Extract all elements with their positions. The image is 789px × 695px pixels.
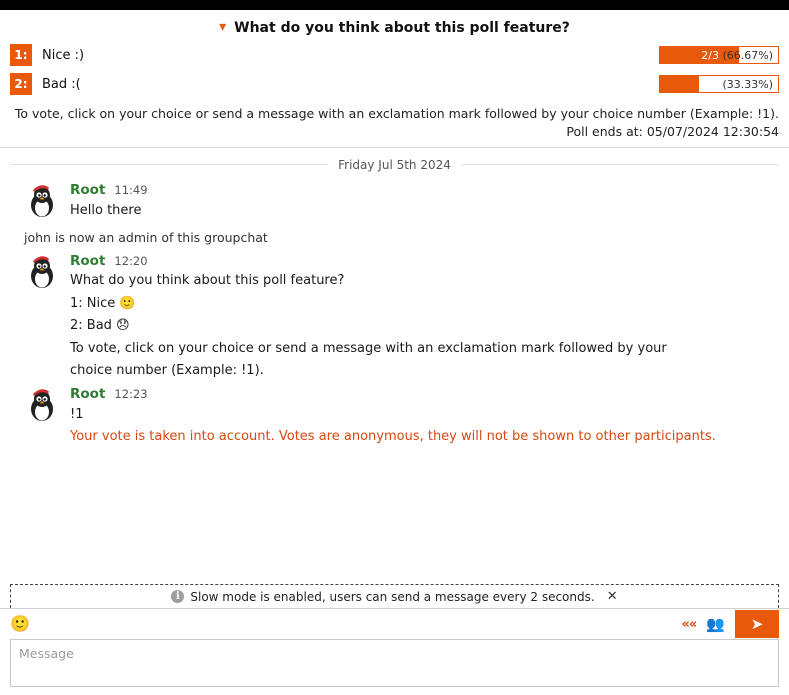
- date-separator-label: Friday Jul 5th 2024: [328, 158, 461, 172]
- date-separator: [0, 148, 789, 180]
- message-input-placeholder: Message: [19, 646, 74, 661]
- message-item: [0, 251, 789, 384]
- poll-option-percent: (66.67%): [722, 48, 773, 62]
- poll-option-1[interactable]: [10, 44, 779, 66]
- slow-mode-banner: [10, 584, 779, 608]
- message-time: 11:49: [114, 183, 148, 197]
- poll-title: What do you think about this poll feature?: [234, 20, 570, 36]
- chevron-down-icon[interactable]: ▾: [219, 19, 227, 35]
- poll-option-fraction: 2/3: [701, 48, 719, 62]
- message-list[interactable]: [0, 148, 789, 584]
- poll-option-bar-fill: [660, 76, 699, 92]
- poll-option-label: Bad :(: [42, 76, 81, 92]
- penguin-avatar-icon: [24, 253, 60, 289]
- poll-banner: [0, 10, 789, 148]
- message-time: 12:23: [114, 387, 148, 402]
- message-item: [0, 180, 789, 224]
- message-body: [70, 182, 775, 222]
- penguin-avatar-icon: [24, 386, 60, 422]
- participants-icon[interactable]: 👥: [706, 614, 725, 633]
- poll-option-label: Nice :): [42, 47, 85, 63]
- message-author[interactable]: Root: [70, 252, 106, 269]
- penguin-avatar-icon: [24, 182, 60, 218]
- poll-option-bar: [659, 46, 779, 64]
- slow-mode-text: Slow mode is enabled, users can send a message every 2 seconds.: [190, 589, 595, 604]
- vote-confirmation-notice: Your vote is taken into account. Votes are anonymous, they will not be shown to other participants.: [70, 429, 716, 445]
- top-bar: [0, 0, 789, 10]
- composer-toolbar: [10, 609, 779, 639]
- message-time: 12:20: [114, 253, 148, 268]
- poll-option-bar: [659, 75, 779, 93]
- poll-option-number: 2:: [10, 73, 32, 95]
- send-button[interactable]: ➤: [735, 610, 779, 638]
- emoji-picker-icon[interactable]: 🙂: [10, 614, 30, 633]
- collapse-icon[interactable]: ««: [681, 616, 697, 632]
- poll-option-2[interactable]: [10, 73, 779, 95]
- poll-instructions: To vote, click on your choice or send a message with an exclamation mark followed by your choice number (Example: !1).: [14, 106, 779, 121]
- message-author[interactable]: Root: [70, 386, 106, 403]
- message-text: What do you think about this poll feature?: [70, 273, 345, 289]
- message-body: [70, 253, 775, 382]
- message-header: [70, 253, 775, 271]
- poll-header[interactable]: [10, 16, 779, 44]
- message-text: To vote, click on your choice or send a message with an exclamation mark followed by your choice number (Example: !1).: [70, 340, 667, 378]
- composer-right-tools: [682, 610, 779, 638]
- system-message: john is now an admin of this groupchat: [24, 229, 268, 245]
- info-icon: i: [171, 590, 184, 603]
- poll-option-number: 1:: [10, 44, 32, 66]
- composer-left-tools: [10, 616, 30, 632]
- message-composer: [0, 608, 789, 695]
- close-icon[interactable]: ✕: [606, 589, 618, 604]
- message-header: [70, 386, 775, 404]
- poll-option-result: [701, 78, 778, 91]
- message-text: Hello there: [70, 202, 142, 218]
- message-text: !1: [70, 406, 84, 422]
- message-author[interactable]: Root: [70, 182, 106, 198]
- message-item: [0, 384, 789, 450]
- poll-option-percent: (33.33%): [722, 77, 773, 91]
- poll-option-fraction: 1/3: [701, 77, 719, 91]
- poll-end-time: Poll ends at: 05/07/2024 12:30:54: [566, 124, 779, 139]
- message-input[interactable]: [10, 639, 779, 687]
- avatar[interactable]: [24, 386, 60, 422]
- avatar[interactable]: [24, 253, 60, 289]
- poll-option-result: [701, 49, 778, 62]
- message-text: 2: Bad 😞: [70, 318, 130, 334]
- message-body: [70, 386, 775, 448]
- message-header: [70, 182, 775, 200]
- message-text: 1: Nice 🙂: [70, 295, 136, 311]
- avatar[interactable]: [24, 182, 60, 218]
